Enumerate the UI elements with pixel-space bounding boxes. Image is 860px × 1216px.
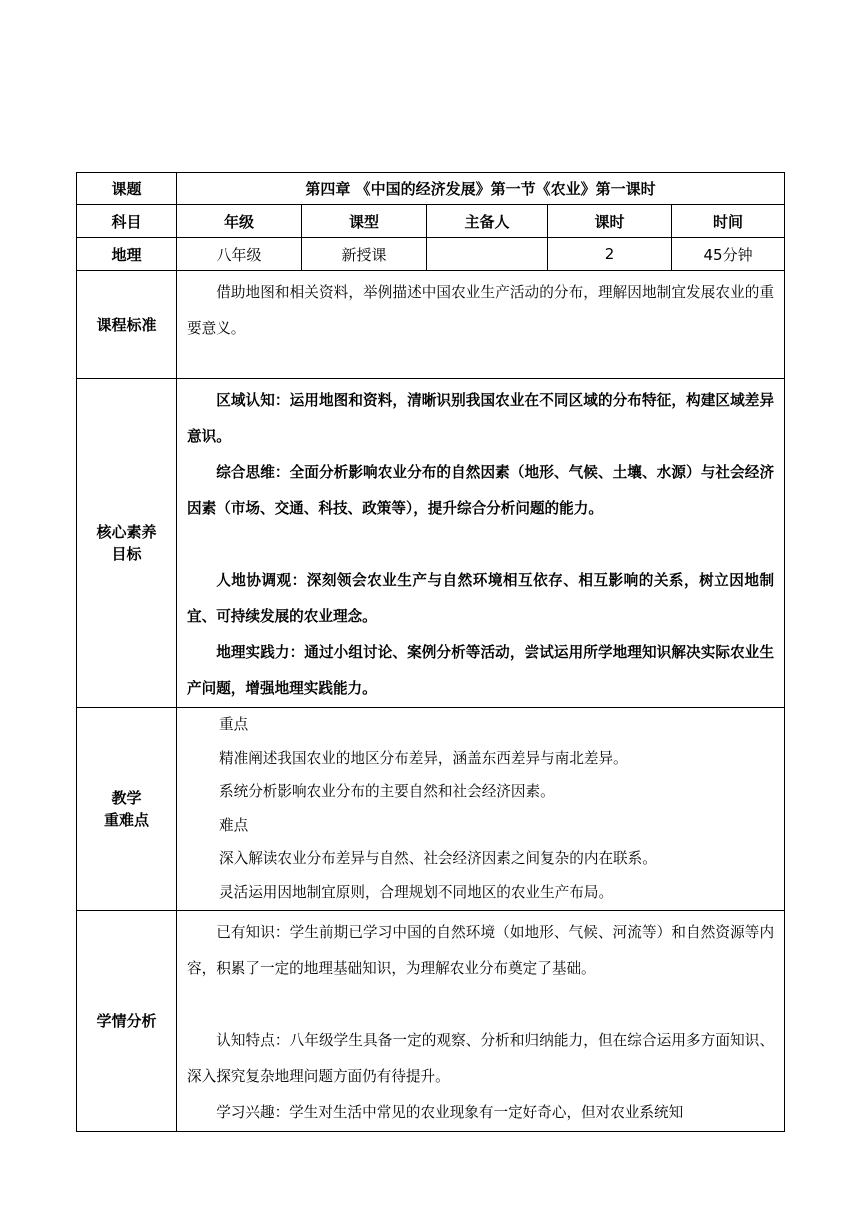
core-literacy-p1: 区域认知：运用地图和资料，清晰识别我国农业在不同区域的分布特征，构建区域差异意识。 xyxy=(187,392,775,445)
key-point-1: 精准阐述我国农业的地区分布差异，涵盖东西差异与南北差异。 xyxy=(219,749,628,767)
curriculum-cell xyxy=(177,271,785,379)
key-points-row xyxy=(77,708,785,911)
core-literacy-p4: 地理实践力：通过小组讨论、案例分析等活动，尝试运用所学地理知识解决实际农业生产问题，增强地理实践能力。 xyxy=(187,644,775,697)
value-lesson-type: 新授课 xyxy=(302,238,427,271)
value-subject: 地理 xyxy=(77,238,177,271)
header-preparer: 主备人 xyxy=(427,205,548,238)
header-grade: 年级 xyxy=(177,205,302,238)
student-analysis-p2: 认知特点：八年级学生具备一定的观察、分析和归纳能力，但在综合运用多方面知识、深入探究复杂地理问题方面仍有待提升。 xyxy=(187,1031,775,1085)
difficult-point-1: 深入解读农业分布差异与自然、社会经济因素之间复杂的内在联系。 xyxy=(219,850,657,868)
difficult-point-2: 灵活运用因地制宜原则，合理规划不同地区的农业生产布局。 xyxy=(219,883,614,901)
value-periods: 2 xyxy=(548,238,672,271)
student-analysis-p1: 已有知识：学生前期已学习中国的自然环境（如地形、气候、河流等）和自然资源等内容，积累了一定的地理基础知识，为理解农业分布奠定了基础。 xyxy=(187,923,775,977)
header-lesson-type: 课型 xyxy=(302,205,427,238)
key-points-cell xyxy=(177,708,785,911)
key-heading: 重点 xyxy=(219,716,249,733)
spacer xyxy=(187,987,774,1023)
key-points-label-1: 教学 xyxy=(111,788,142,807)
value-grade: 八年级 xyxy=(177,238,302,271)
student-analysis-label: 学情分析 xyxy=(77,910,177,1131)
key-points-label-2: 重难点 xyxy=(103,810,149,829)
header-subject: 科目 xyxy=(77,205,177,238)
value-preparer xyxy=(427,238,548,271)
lesson-plan-table xyxy=(76,172,785,1132)
header-periods: 课时 xyxy=(548,205,672,238)
core-literacy-label xyxy=(77,379,177,708)
student-analysis-p3: 学习兴趣：学生对生活中常见的农业现象有一定好奇心，但对农业系统知 xyxy=(216,1103,684,1121)
value-time: 45分钟 xyxy=(672,238,785,271)
title-value: 第四章 《中国的经济发展》第一节《农业》第一课时 xyxy=(177,173,785,205)
core-literacy-p3: 人地协调观：深刻领会农业生产与自然环境相互依存、相互影响的关系，树立因地制宜、可持续发展的农业理念。 xyxy=(187,572,775,625)
core-literacy-p2: 综合思维：全面分析影响农业分布的自然因素（地形、气候、土壤、水源）与社会经济因素（市场、交通、科技、政策等），提升综合分析问题的能力。 xyxy=(187,464,775,517)
title-label: 课题 xyxy=(77,173,177,205)
curriculum-text: 借助地图和相关资料，举例描述中国农业生产活动的分布，理解因地制宜发展农业的重要意义。 xyxy=(187,284,775,337)
title-row xyxy=(77,173,785,205)
core-literacy-label-2: 目标 xyxy=(111,545,142,563)
student-analysis-row xyxy=(77,910,785,1131)
header-row xyxy=(77,205,785,238)
key-point-2: 系统分析影响农业分布的主要自然和社会经济因素。 xyxy=(219,783,555,801)
curriculum-label: 课程标准 xyxy=(77,271,177,379)
core-literacy-row xyxy=(77,379,785,708)
value-row xyxy=(77,238,785,271)
header-time: 时间 xyxy=(672,205,785,238)
spacer xyxy=(187,527,774,563)
difficult-heading: 难点 xyxy=(219,816,249,834)
key-points-label xyxy=(77,708,177,911)
core-literacy-cell xyxy=(177,379,785,708)
curriculum-row xyxy=(77,271,785,379)
student-analysis-cell xyxy=(177,910,785,1131)
core-literacy-label-1: 核心素养 xyxy=(96,523,157,541)
